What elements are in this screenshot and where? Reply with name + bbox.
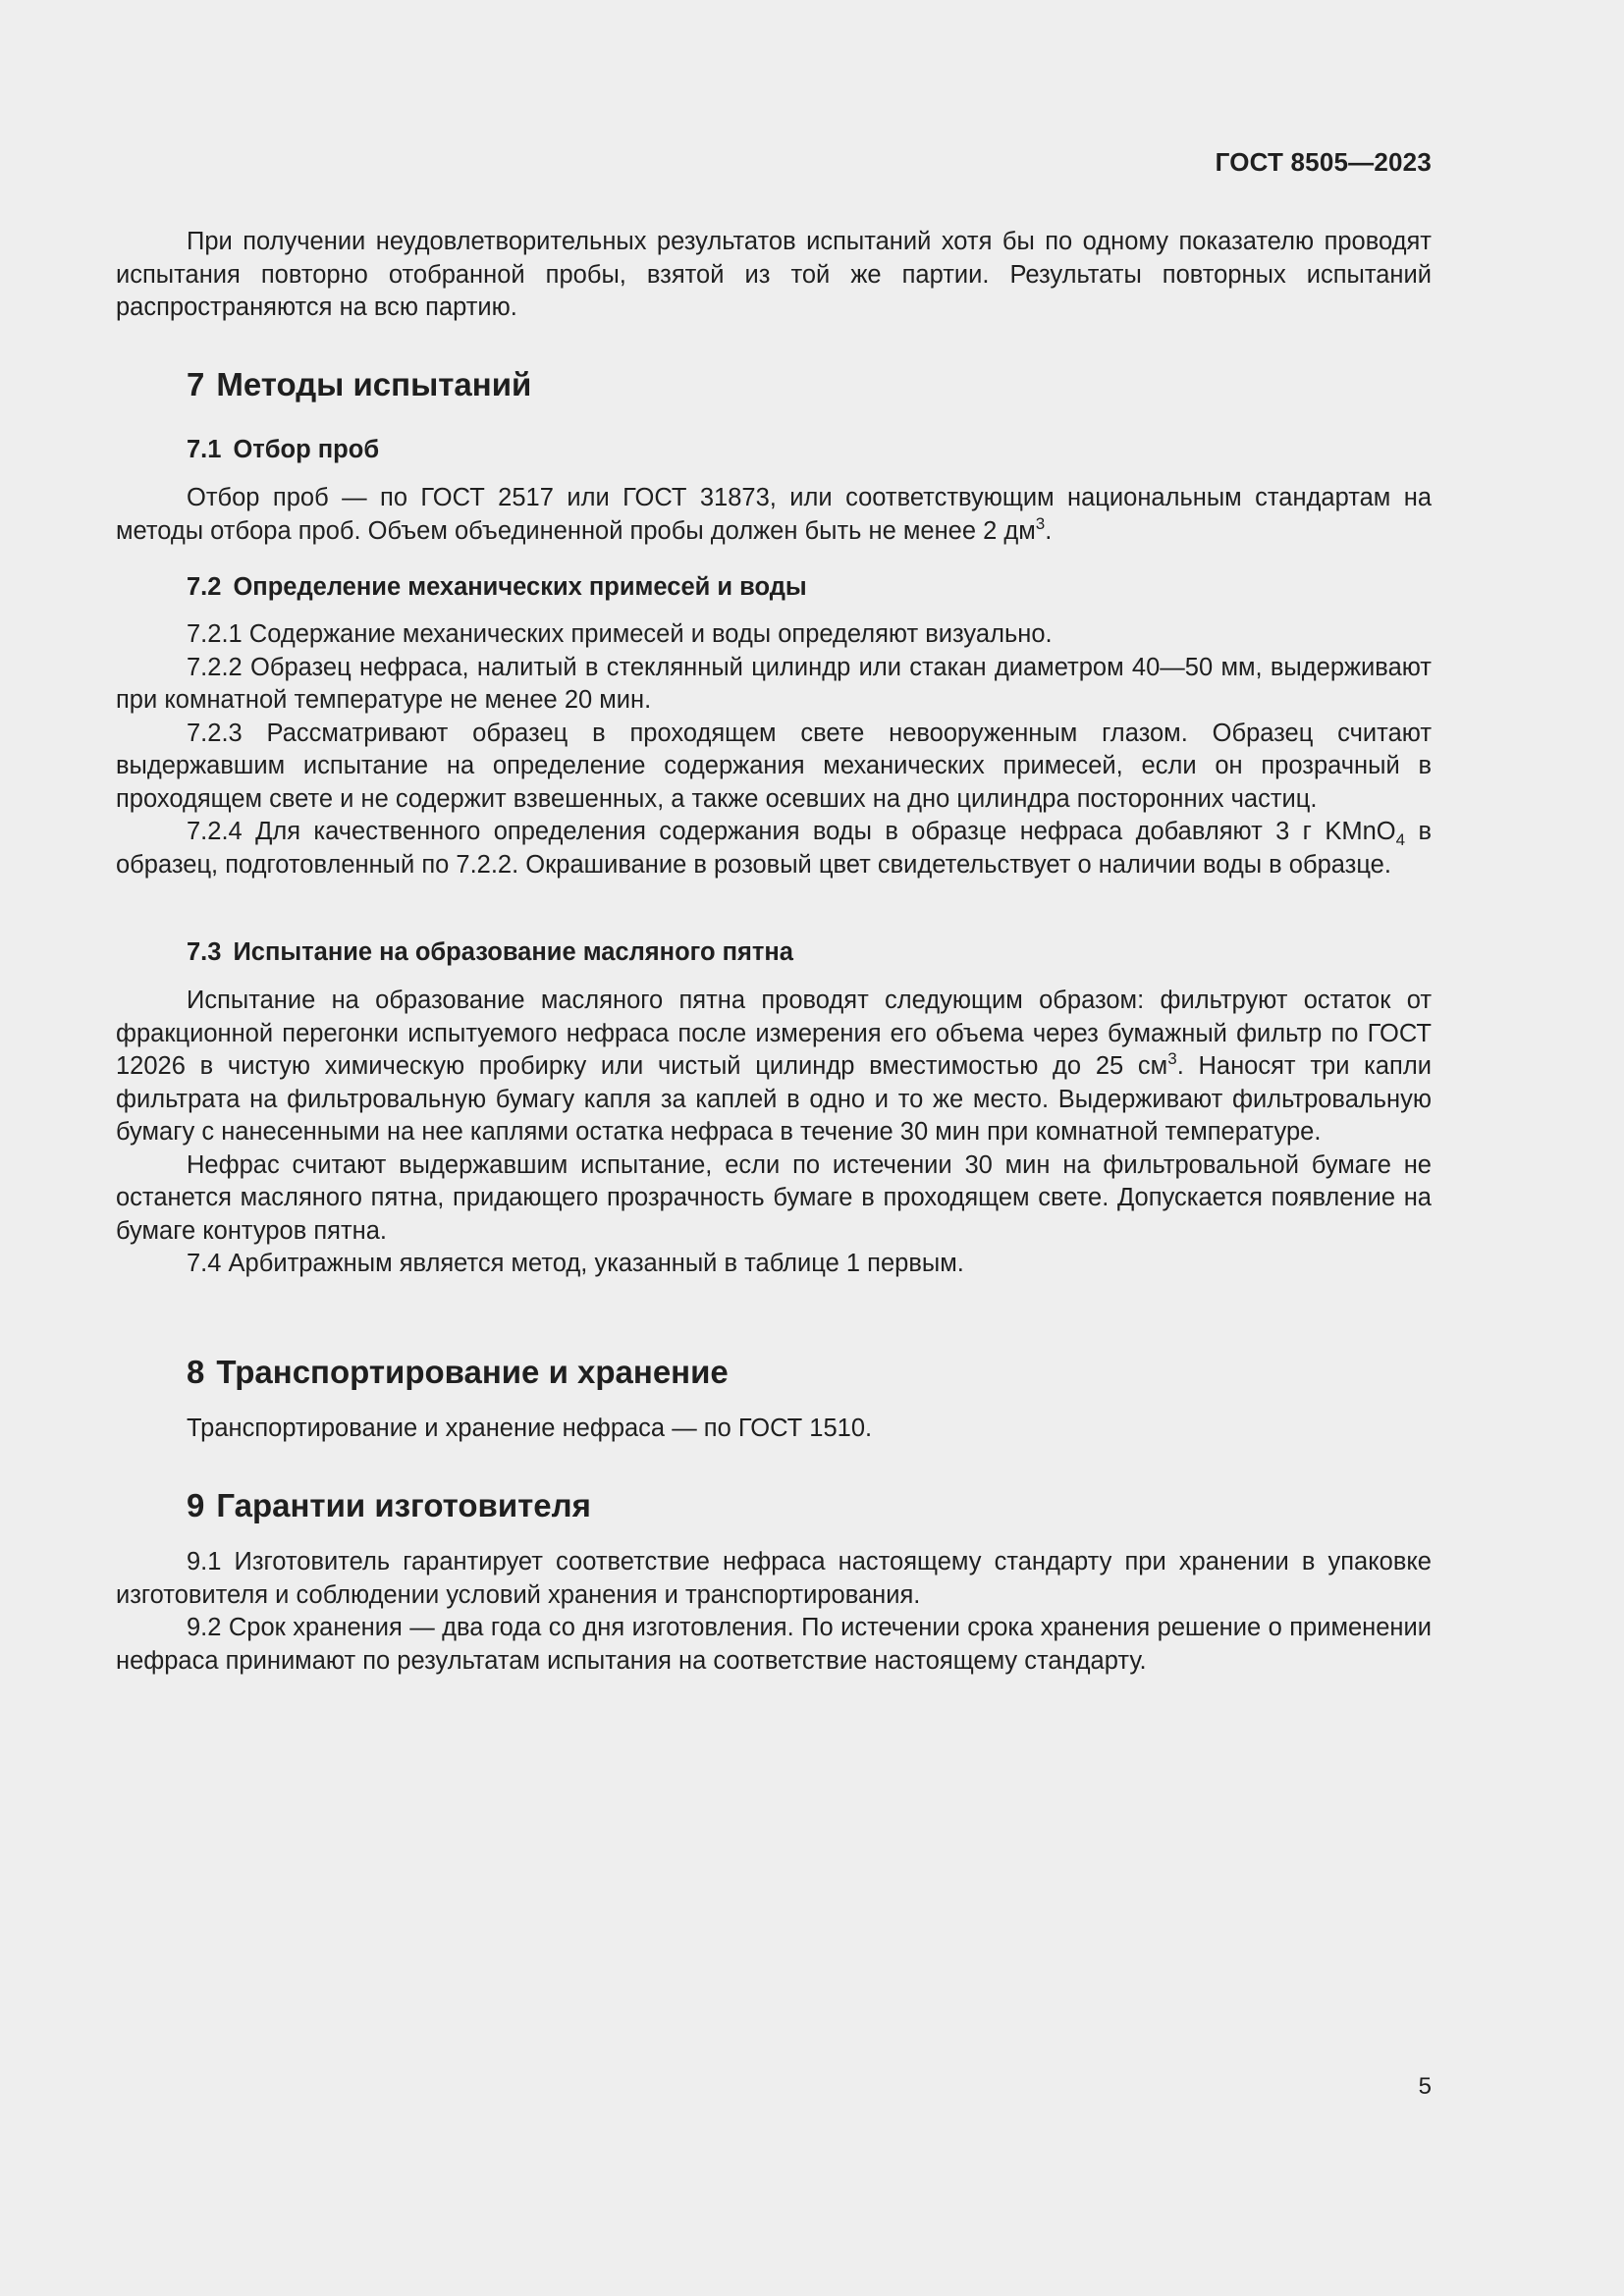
superscript: 3 <box>1035 513 1046 533</box>
paragraph-9-1: 9.1 Изготовитель гарантирует соответствие нефраса настоящему стандарту при хранении в упаковке изготовителя и соблюдении условий хранения и транспортирования. <box>116 1548 1432 1609</box>
subsection-title: Отбор проб <box>233 436 380 463</box>
subsection-number: 7.2 <box>187 573 222 601</box>
paragraph-7-2-2: 7.2.2 Образец нефраса, налитый в стеклянный цилиндр или стакан диаметром 40—50 мм, выдерживают при комнатной температуре не менее 20 мин. <box>116 653 1432 714</box>
paragraph-text: . <box>1045 516 1053 545</box>
section-number: 9 <box>187 1487 205 1523</box>
paragraph-9-2: 9.2 Срок хранения — два года со дня изготовления. По истечении срока хранения решение о применении нефраса принимают по результатам испытания на соответствие настоящему стандарту. <box>116 1614 1432 1675</box>
section-title: Транспортирование и хранение <box>216 1354 729 1390</box>
section-9-body <box>116 1546 1432 1678</box>
paragraph-text: в образец, подготовленный по 7.2.2. Окрашивание в розовый цвет свидетельствует о наличии воды в образце. <box>116 818 1432 879</box>
superscript: 3 <box>1167 1049 1177 1068</box>
section-7-1-heading <box>116 434 1432 465</box>
section-title: Методы испытаний <box>216 366 532 402</box>
section-number: 8 <box>187 1354 205 1390</box>
section-number: 7 <box>187 366 205 402</box>
section-7-2-heading <box>116 571 1432 603</box>
subsection-number: 7.1 <box>187 436 222 463</box>
subsection-title: Испытание на образование масляного пятна <box>233 938 793 966</box>
section-7-3-body <box>116 985 1432 1281</box>
intro-paragraph: При получении неудовлетворительных результатов испытаний хотя бы по одному показателю проводят испытания повторно отобранной пробы, взятой из той же партии. Результаты повторных испытаний распространяются на всю партию. <box>116 228 1432 321</box>
document-code: ГОСТ 8505—2023 <box>1215 147 1432 177</box>
paragraph-7-2-1: 7.2.1 Содержание механических примесей и воды определяют визуально. <box>187 620 1053 648</box>
paragraph-7-1 <box>116 482 1432 548</box>
paragraph-7-2-3: 7.2.3 Рассматривают образец в проходящем свете невооруженным глазом. Образец считают выдержавшим испытание на определение содержания механических примесей, если он прозрачный в проходящем свете и не содержит взвешенных, а также осевших на дно цилиндра посторонних частиц. <box>116 719 1432 813</box>
page-number: 5 <box>1418 2073 1432 2100</box>
paragraph-7-4: 7.4 Арбитражным является метод, указанный в таблице 1 первым. <box>187 1250 964 1277</box>
section-8-heading <box>116 1353 1432 1392</box>
section-7-2-body <box>116 618 1432 881</box>
subscript: 4 <box>1395 830 1406 849</box>
paragraph-text: Испытание на образование масляного пятна проводят следующим образом: фильтруют остаток от фракционной перегонки испытуемого нефраса после измерения его объема через бумажный фильтр по ГОСТ 12026 в чистую химическую пробирку или чистый цилиндр вместимостью до 25 см <box>116 987 1432 1080</box>
paragraph-7-2-4 <box>116 816 1432 881</box>
paragraph-8: Транспортирование и хранение нефраса — по ГОСТ 1510. <box>187 1415 873 1442</box>
section-7-3-heading <box>116 936 1432 968</box>
section-9-heading <box>116 1486 1432 1525</box>
paragraph-text: 7.2.4 Для качественного определения содержания воды в образце нефраса добавляют 3 г KMnO <box>187 818 1396 845</box>
subsection-number: 7.3 <box>187 938 222 966</box>
subsection-title: Определение механических примесей и воды <box>233 573 807 601</box>
paragraph-7-3-1 <box>116 985 1432 1149</box>
section-title: Гарантии изготовителя <box>216 1487 591 1523</box>
paragraph-text: . Наносят три капли фильтрата на фильтровальную бумагу капля за каплей в одно и то же место. Выдерживают фильтровальную бумагу с нанесенными на нее каплями остатка нефраса в течение 30 мин при комнатной температуре. <box>116 1052 1432 1146</box>
section-7-heading <box>116 365 1432 404</box>
paragraph-text: Отбор проб — по ГОСТ 2517 или ГОСТ 31873, или соответствующим национальным стандартам на методы отбора проб. Объем объединенной пробы должен быть не менее 2 дм <box>116 484 1432 545</box>
paragraph-7-3-2: Нефрас считают выдержавшим испытание, если по истечении 30 мин на фильтровальной бумаге не останется масляного пятна, придающего прозрачность бумаге в проходящем свете. Допускается появление на бумаге контуров пятна. <box>116 1150 1432 1245</box>
